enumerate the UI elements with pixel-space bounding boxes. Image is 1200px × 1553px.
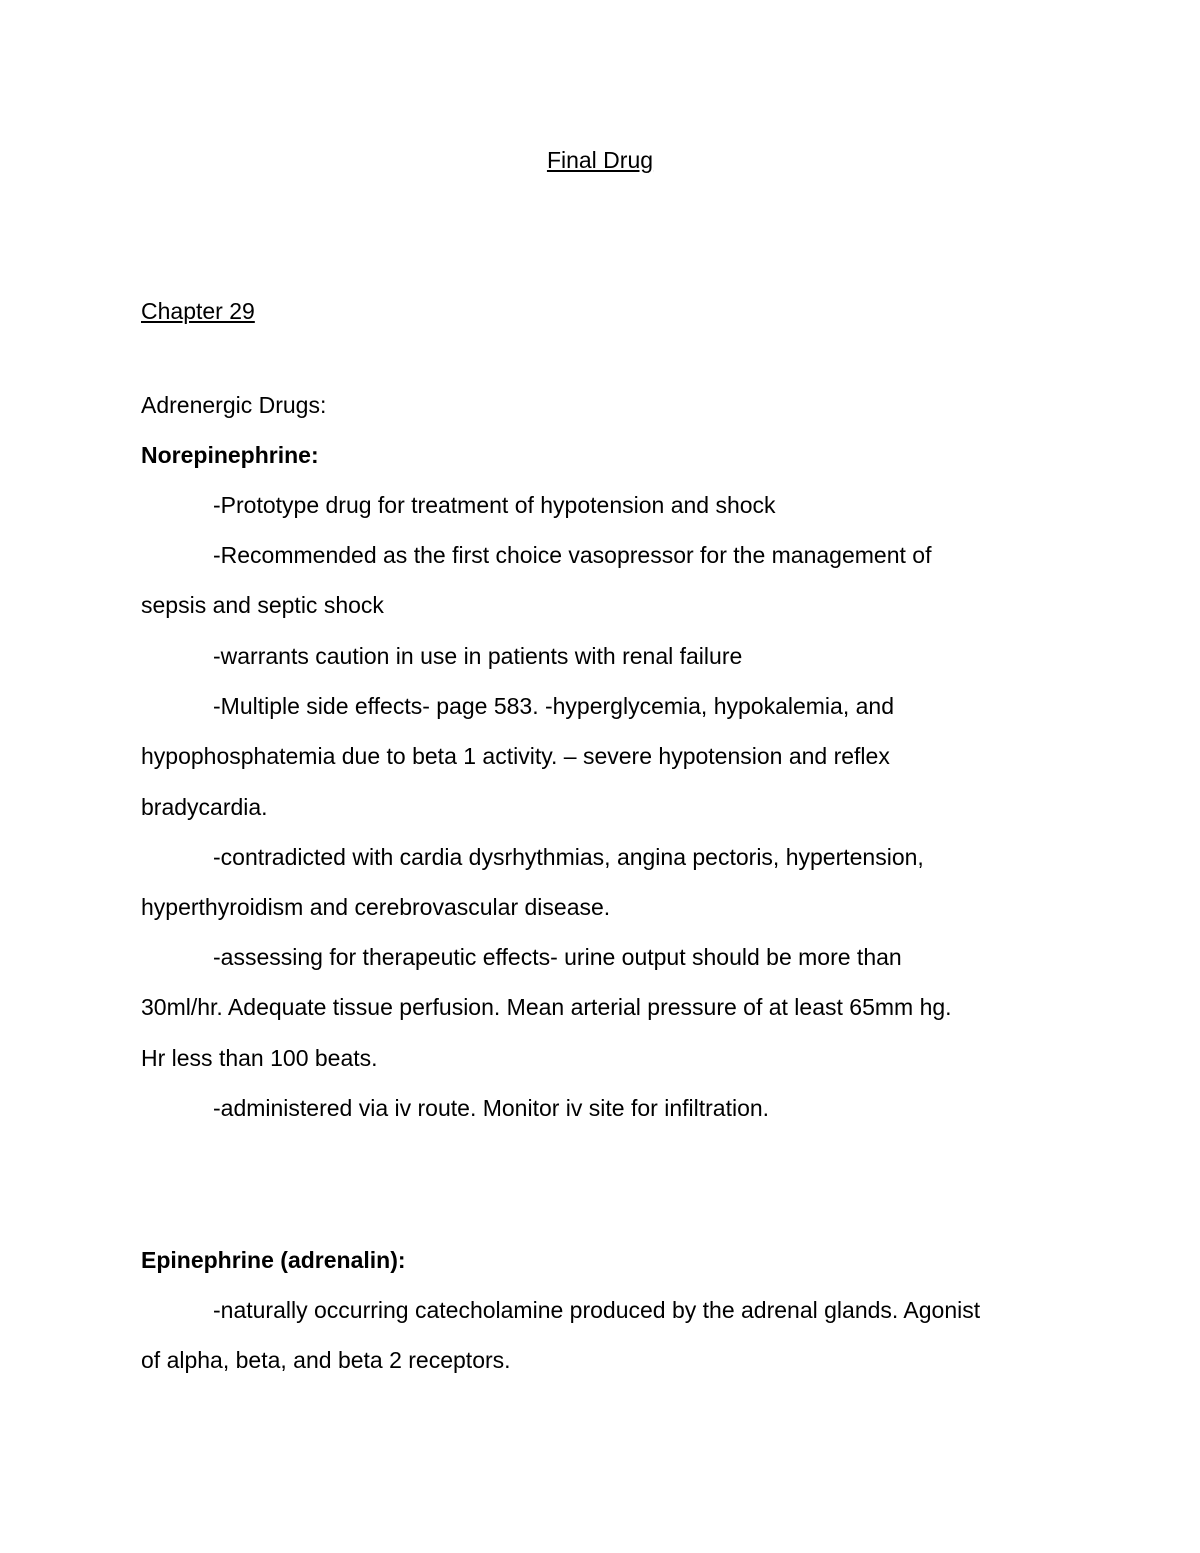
epinephrine-line: of alpha, beta, and beta 2 receptors. (141, 1347, 511, 1373)
drug-heading-norepinephrine: Norepinephrine: (141, 442, 319, 468)
chapter-heading: Chapter 29 (141, 298, 255, 324)
norepinephrine-line: -Recommended as the first choice vasopressor for the management of (213, 542, 932, 568)
norepinephrine-line: -Multiple side effects- page 583. -hyperglycemia, hypokalemia, and (213, 693, 894, 719)
norepinephrine-line: 30ml/hr. Adequate tissue perfusion. Mean arterial pressure of at least 65mm hg. (141, 994, 952, 1020)
section-label: Adrenergic Drugs: (141, 392, 327, 418)
norepinephrine-line: sepsis and septic shock (141, 592, 384, 618)
norepinephrine-line: -warrants caution in use in patients with renal failure (213, 643, 743, 669)
norepinephrine-line: -administered via iv route. Monitor iv site for infiltration. (213, 1095, 770, 1121)
norepinephrine-line: -Prototype drug for treatment of hypotension and shock (213, 492, 776, 518)
drug-heading-epinephrine: Epinephrine (adrenalin): (141, 1247, 406, 1273)
norepinephrine-line: hypophosphatemia due to beta 1 activity. – severe hypotension and reflex (141, 743, 890, 769)
norepinephrine-line: -assessing for therapeutic effects- urine output should be more than (213, 944, 902, 970)
document-title: Final Drug (546, 147, 654, 173)
norepinephrine-line: -contradicted with cardia dysrhythmias, angina pectoris, hypertension, (213, 844, 924, 870)
norepinephrine-line: Hr less than 100 beats. (141, 1045, 378, 1071)
epinephrine-line: -naturally occurring catecholamine produced by the adrenal glands. Agonist (213, 1297, 981, 1323)
norepinephrine-line: bradycardia. (141, 794, 268, 820)
norepinephrine-line: hyperthyroidism and cerebrovascular disease. (141, 894, 611, 920)
